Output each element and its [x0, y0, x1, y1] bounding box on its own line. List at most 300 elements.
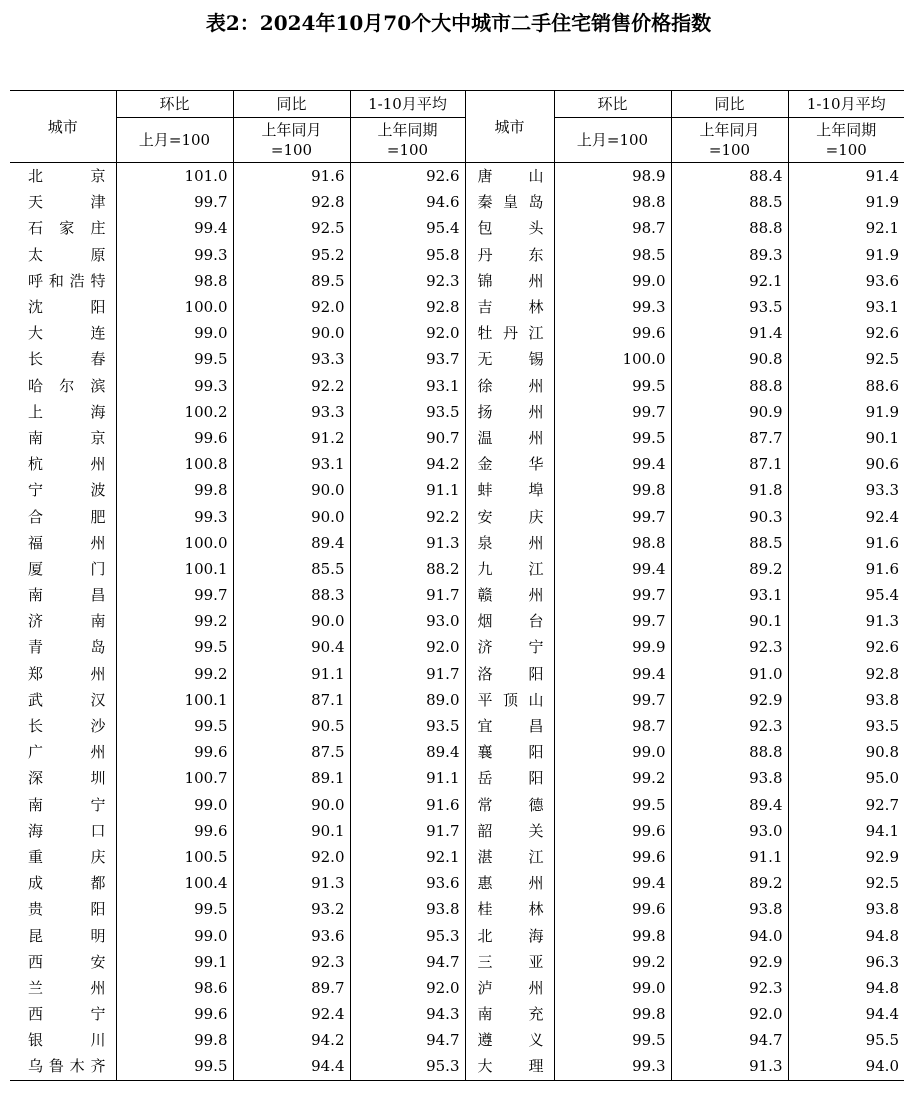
mom-base-left: 上月=100 — [116, 118, 233, 163]
city-cell: 安庆 — [465, 503, 554, 529]
avg-cell: 91.1 — [350, 765, 465, 791]
city-cell: 长沙 — [28, 717, 106, 736]
table-row — [10, 215, 904, 241]
city-cell: 郑州 — [28, 664, 106, 683]
city-cell: 上海 — [28, 402, 106, 421]
yoy-cell: 93.0 — [671, 818, 788, 844]
yoy-cell: 87.7 — [671, 425, 788, 451]
mom-base-right: 上月=100 — [554, 118, 671, 163]
table-row — [10, 242, 904, 268]
yoy-cell: 90.1 — [671, 608, 788, 634]
mom-cell: 99.0 — [116, 922, 233, 948]
yoy-cell: 92.2 — [233, 373, 350, 399]
city-cell: 徐州 — [465, 373, 554, 399]
mom-cell: 99.0 — [554, 739, 671, 765]
city-cell: 银川 — [28, 1031, 106, 1050]
table-row — [10, 163, 904, 190]
city-cell: 南充 — [465, 1001, 554, 1027]
yoy-cell: 90.9 — [671, 399, 788, 425]
yoy-cell: 92.9 — [671, 949, 788, 975]
table-row — [10, 661, 904, 687]
avg-cell: 92.1 — [788, 215, 904, 241]
city-cell: 厦门 — [28, 559, 106, 578]
yoy-cell: 91.2 — [233, 425, 350, 451]
city-cell: 兰州 — [28, 978, 106, 997]
yoy-cell: 93.1 — [233, 451, 350, 477]
city-cell: 遵义 — [465, 1027, 554, 1053]
city-cell: 温州 — [465, 425, 554, 451]
city-cell: 南昌 — [28, 586, 106, 605]
mom-cell: 99.7 — [116, 582, 233, 608]
mom-cell: 98.8 — [554, 530, 671, 556]
avg-cell: 90.8 — [788, 739, 904, 765]
yoy-cell: 89.4 — [233, 530, 350, 556]
yoy-cell: 90.8 — [671, 346, 788, 372]
yoy-cell: 92.5 — [233, 215, 350, 241]
avg-cell: 95.4 — [350, 215, 465, 241]
page-title: 表2：2024年10月70个大中城市二手住宅销售价格指数 — [205, 11, 712, 35]
city-cell: 韶关 — [465, 818, 554, 844]
city-cell: 湛江 — [465, 844, 554, 870]
yoy-cell: 88.8 — [671, 739, 788, 765]
city-cell: 襄阳 — [465, 739, 554, 765]
avg-cell: 91.7 — [350, 661, 465, 687]
yoy-cell: 94.2 — [233, 1027, 350, 1053]
table-row — [10, 503, 904, 529]
yoy-header-right: 同比 — [671, 91, 788, 118]
avg-base-line2: =100 — [825, 141, 867, 159]
yoy-cell: 93.6 — [233, 922, 350, 948]
yoy-cell: 90.1 — [233, 818, 350, 844]
city-cell: 哈尔滨 — [28, 376, 106, 395]
yoy-base-right — [671, 118, 788, 163]
avg-cell: 93.6 — [350, 870, 465, 896]
avg-cell: 90.1 — [788, 425, 904, 451]
city-cell: 广州 — [28, 743, 106, 762]
mom-cell: 99.9 — [554, 634, 671, 660]
mom-cell: 98.8 — [116, 268, 233, 294]
mom-cell: 99.7 — [554, 582, 671, 608]
avg-base-right — [788, 118, 904, 163]
mom-cell: 99.3 — [554, 1053, 671, 1080]
city-cell: 泸州 — [465, 975, 554, 1001]
table-row — [10, 582, 904, 608]
avg-cell: 88.6 — [788, 373, 904, 399]
city-cell: 岳阳 — [465, 765, 554, 791]
yoy-cell: 87.5 — [233, 739, 350, 765]
city-cell: 贵阳 — [28, 900, 106, 919]
yoy-base-line1: 上年同月 — [261, 121, 322, 139]
table-row — [10, 818, 904, 844]
yoy-cell: 89.2 — [671, 870, 788, 896]
table-row — [10, 634, 904, 660]
yoy-base-line1: 上年同月 — [699, 121, 760, 139]
city-cell: 宁波 — [28, 481, 106, 500]
city-cell: 蚌埠 — [465, 477, 554, 503]
yoy-cell: 88.5 — [671, 530, 788, 556]
avg-cell: 94.3 — [350, 1001, 465, 1027]
table-row — [10, 713, 904, 739]
mom-cell: 99.5 — [554, 373, 671, 399]
city-cell: 呼和浩特 — [28, 271, 106, 290]
mom-cell: 98.5 — [554, 242, 671, 268]
city-cell: 无锡 — [465, 346, 554, 372]
yoy-cell: 87.1 — [233, 687, 350, 713]
table-row — [10, 399, 904, 425]
mom-cell: 99.6 — [116, 818, 233, 844]
city-cell: 烟台 — [465, 608, 554, 634]
city-cell: 西宁 — [28, 1005, 106, 1024]
city-cell: 武汉 — [28, 690, 106, 709]
city-cell: 包头 — [465, 215, 554, 241]
mom-cell: 100.2 — [116, 399, 233, 425]
avg-cell: 88.2 — [350, 556, 465, 582]
yoy-cell: 91.8 — [671, 477, 788, 503]
yoy-cell: 91.1 — [233, 661, 350, 687]
avg-cell: 92.4 — [788, 503, 904, 529]
city-cell: 青岛 — [28, 638, 106, 657]
yoy-cell: 95.2 — [233, 242, 350, 268]
yoy-cell: 89.3 — [671, 242, 788, 268]
yoy-cell: 91.3 — [671, 1053, 788, 1080]
mom-cell: 99.5 — [116, 1053, 233, 1080]
city-cell: 成都 — [28, 874, 106, 893]
mom-cell: 98.6 — [116, 975, 233, 1001]
avg-base-line2: =100 — [386, 141, 429, 159]
table-row — [10, 425, 904, 451]
table-row — [10, 765, 904, 791]
avg-header-right: 1-10月平均 — [788, 91, 904, 118]
city-cell: 大理 — [465, 1053, 554, 1080]
mom-cell: 99.0 — [116, 320, 233, 346]
city-cell: 泉州 — [465, 530, 554, 556]
yoy-cell: 88.8 — [671, 373, 788, 399]
yoy-cell: 91.1 — [671, 844, 788, 870]
avg-cell: 90.7 — [350, 425, 465, 451]
yoy-cell: 94.4 — [233, 1053, 350, 1080]
table-body — [10, 163, 904, 1081]
table-row — [10, 477, 904, 503]
mom-cell: 99.2 — [116, 608, 233, 634]
table-row — [10, 1001, 904, 1027]
table-row — [10, 373, 904, 399]
yoy-cell: 88.4 — [671, 163, 788, 190]
yoy-cell: 92.0 — [233, 844, 350, 870]
yoy-base-left — [233, 118, 350, 163]
city-cell: 深圳 — [28, 769, 106, 788]
table-header — [10, 91, 904, 163]
yoy-cell: 92.9 — [671, 687, 788, 713]
yoy-cell: 89.5 — [233, 268, 350, 294]
mom-cell: 99.0 — [554, 975, 671, 1001]
mom-cell: 99.7 — [554, 687, 671, 713]
avg-base-line1: 上年同期 — [816, 121, 877, 139]
mom-cell: 99.6 — [554, 320, 671, 346]
city-cell: 三亚 — [465, 949, 554, 975]
mom-cell: 99.7 — [554, 608, 671, 634]
city-cell: 福州 — [28, 533, 106, 552]
mom-cell: 99.5 — [116, 346, 233, 372]
avg-cell: 91.9 — [788, 399, 904, 425]
mom-cell: 100.5 — [116, 844, 233, 870]
avg-cell: 95.3 — [350, 922, 465, 948]
mom-cell: 99.3 — [116, 503, 233, 529]
avg-cell: 94.7 — [350, 1027, 465, 1053]
table-row — [10, 294, 904, 320]
avg-cell: 92.0 — [350, 634, 465, 660]
city-cell: 沈阳 — [28, 298, 106, 317]
avg-cell: 95.5 — [788, 1027, 904, 1053]
yoy-cell: 88.5 — [671, 189, 788, 215]
city-cell: 太原 — [28, 245, 106, 264]
avg-cell: 92.9 — [788, 844, 904, 870]
mom-cell: 99.1 — [116, 949, 233, 975]
avg-cell: 95.4 — [788, 582, 904, 608]
avg-cell: 92.2 — [350, 503, 465, 529]
mom-cell: 100.0 — [554, 346, 671, 372]
mom-cell: 99.2 — [554, 949, 671, 975]
city-cell: 杭州 — [28, 455, 106, 474]
avg-cell: 92.0 — [350, 975, 465, 1001]
city-cell: 赣州 — [465, 582, 554, 608]
avg-cell: 92.7 — [788, 792, 904, 818]
yoy-base-line2: =100 — [708, 141, 751, 159]
yoy-cell: 90.3 — [671, 503, 788, 529]
table-row — [10, 346, 904, 372]
avg-base-line1: 上年同期 — [377, 121, 438, 139]
mom-cell: 99.4 — [116, 215, 233, 241]
mom-cell: 101.0 — [116, 163, 233, 190]
city-cell: 丹东 — [465, 242, 554, 268]
yoy-cell: 93.1 — [671, 582, 788, 608]
avg-cell: 92.6 — [788, 320, 904, 346]
mom-cell: 99.8 — [116, 477, 233, 503]
yoy-cell: 90.0 — [233, 608, 350, 634]
yoy-cell: 92.0 — [233, 294, 350, 320]
city-cell: 大连 — [28, 324, 106, 343]
yoy-cell: 92.3 — [671, 975, 788, 1001]
avg-cell: 94.6 — [350, 189, 465, 215]
avg-cell: 92.3 — [350, 268, 465, 294]
mom-cell: 100.4 — [116, 870, 233, 896]
yoy-cell: 91.4 — [671, 320, 788, 346]
city-cell: 洛阳 — [465, 661, 554, 687]
mom-cell: 98.7 — [554, 713, 671, 739]
yoy-cell: 90.4 — [233, 634, 350, 660]
avg-cell: 94.0 — [788, 1053, 904, 1080]
city-cell: 昆明 — [28, 926, 106, 945]
mom-cell: 99.3 — [116, 373, 233, 399]
avg-cell: 91.3 — [350, 530, 465, 556]
table-row — [10, 792, 904, 818]
mom-cell: 99.4 — [554, 451, 671, 477]
avg-cell: 93.1 — [350, 373, 465, 399]
yoy-cell: 90.0 — [233, 320, 350, 346]
mom-cell: 99.7 — [554, 503, 671, 529]
mom-cell: 98.9 — [554, 163, 671, 190]
yoy-cell: 90.0 — [233, 792, 350, 818]
mom-header-left: 环比 — [116, 91, 233, 118]
avg-cell: 94.7 — [350, 949, 465, 975]
yoy-cell: 92.1 — [671, 268, 788, 294]
yoy-cell: 93.5 — [671, 294, 788, 320]
yoy-cell: 90.0 — [233, 503, 350, 529]
yoy-cell: 90.5 — [233, 713, 350, 739]
table-row — [10, 870, 904, 896]
mom-cell: 99.6 — [554, 896, 671, 922]
city-cell: 长春 — [28, 350, 106, 369]
avg-cell: 93.0 — [350, 608, 465, 634]
city-cell: 吉林 — [465, 294, 554, 320]
avg-cell: 93.3 — [788, 477, 904, 503]
avg-cell: 92.0 — [350, 320, 465, 346]
city-cell: 九江 — [465, 556, 554, 582]
city-cell: 石家庄 — [28, 219, 106, 238]
yoy-cell: 93.3 — [233, 399, 350, 425]
table-row — [10, 530, 904, 556]
avg-cell: 94.8 — [788, 922, 904, 948]
avg-cell: 91.7 — [350, 818, 465, 844]
mom-cell: 99.6 — [554, 844, 671, 870]
mom-cell: 99.0 — [554, 268, 671, 294]
yoy-cell: 91.3 — [233, 870, 350, 896]
city-cell: 乌鲁木齐 — [10, 1053, 116, 1080]
mom-cell: 99.5 — [554, 792, 671, 818]
city-cell: 唐山 — [465, 163, 554, 190]
mom-cell: 99.2 — [554, 765, 671, 791]
city-header-left: 城市 — [10, 91, 116, 163]
avg-cell: 93.5 — [788, 713, 904, 739]
avg-cell: 91.4 — [788, 163, 904, 190]
avg-cell: 92.6 — [350, 163, 465, 190]
mom-cell: 99.4 — [554, 661, 671, 687]
avg-cell: 92.8 — [788, 661, 904, 687]
city-cell: 南宁 — [28, 795, 106, 814]
mom-cell: 99.8 — [554, 922, 671, 948]
table-row — [10, 608, 904, 634]
avg-cell: 96.3 — [788, 949, 904, 975]
table-row — [10, 320, 904, 346]
avg-cell: 95.8 — [350, 242, 465, 268]
table-row — [10, 1027, 904, 1053]
city-cell: 惠州 — [465, 870, 554, 896]
avg-cell: 91.9 — [788, 242, 904, 268]
avg-cell: 91.6 — [788, 556, 904, 582]
yoy-cell: 88.3 — [233, 582, 350, 608]
mom-cell: 99.5 — [116, 896, 233, 922]
city-cell: 宜昌 — [465, 713, 554, 739]
mom-cell: 99.8 — [554, 477, 671, 503]
table-row — [10, 844, 904, 870]
table-row — [10, 451, 904, 477]
table-row — [10, 556, 904, 582]
mom-header-right: 环比 — [554, 91, 671, 118]
city-cell: 济南 — [28, 612, 106, 631]
avg-cell: 89.0 — [350, 687, 465, 713]
avg-cell: 92.8 — [350, 294, 465, 320]
mom-cell: 99.5 — [554, 1027, 671, 1053]
table-row — [10, 189, 904, 215]
city-cell: 西安 — [28, 952, 106, 971]
mom-cell: 100.1 — [116, 687, 233, 713]
mom-cell: 99.4 — [554, 870, 671, 896]
avg-cell: 93.1 — [788, 294, 904, 320]
city-cell: 南京 — [28, 428, 106, 447]
mom-cell: 99.8 — [116, 1027, 233, 1053]
yoy-cell: 93.2 — [233, 896, 350, 922]
avg-cell: 94.8 — [788, 975, 904, 1001]
city-cell: 锦州 — [465, 268, 554, 294]
yoy-cell: 91.0 — [671, 661, 788, 687]
yoy-cell: 93.8 — [671, 765, 788, 791]
avg-cell: 91.9 — [788, 189, 904, 215]
yoy-cell: 89.4 — [671, 792, 788, 818]
yoy-cell: 94.0 — [671, 922, 788, 948]
city-cell: 平顶山 — [465, 687, 554, 713]
yoy-cell: 92.3 — [671, 713, 788, 739]
avg-cell: 91.3 — [788, 608, 904, 634]
city-cell: 北海 — [465, 922, 554, 948]
yoy-cell: 92.3 — [233, 949, 350, 975]
table-row — [10, 975, 904, 1001]
table-row — [10, 896, 904, 922]
mom-cell: 99.3 — [116, 242, 233, 268]
mom-cell: 100.7 — [116, 765, 233, 791]
avg-cell: 93.5 — [350, 713, 465, 739]
avg-cell: 95.0 — [788, 765, 904, 791]
city-cell: 秦皇岛 — [465, 189, 554, 215]
avg-cell: 93.8 — [788, 896, 904, 922]
yoy-base-line2: =100 — [270, 141, 313, 159]
mom-cell: 99.5 — [116, 713, 233, 739]
mom-cell: 99.6 — [116, 739, 233, 765]
yoy-cell: 93.3 — [233, 346, 350, 372]
avg-cell: 91.6 — [350, 792, 465, 818]
mom-cell: 99.8 — [554, 1001, 671, 1027]
table-row — [10, 739, 904, 765]
price-index-table — [10, 90, 904, 1081]
avg-cell: 92.5 — [788, 346, 904, 372]
city-cell: 济宁 — [465, 634, 554, 660]
avg-cell: 91.7 — [350, 582, 465, 608]
mom-cell: 99.6 — [116, 1001, 233, 1027]
yoy-cell: 89.7 — [233, 975, 350, 1001]
mom-cell: 99.6 — [116, 425, 233, 451]
mom-cell: 100.0 — [116, 294, 233, 320]
avg-cell: 90.6 — [788, 451, 904, 477]
yoy-cell: 93.8 — [671, 896, 788, 922]
mom-cell: 100.0 — [116, 530, 233, 556]
mom-cell: 99.7 — [554, 399, 671, 425]
city-cell: 常德 — [465, 792, 554, 818]
yoy-cell: 89.1 — [233, 765, 350, 791]
city-cell: 牡丹江 — [465, 320, 554, 346]
avg-cell: 93.8 — [350, 896, 465, 922]
avg-base-left — [350, 118, 465, 163]
table-row — [10, 268, 904, 294]
avg-cell: 93.6 — [788, 268, 904, 294]
mom-cell: 99.7 — [116, 189, 233, 215]
avg-cell: 94.1 — [788, 818, 904, 844]
avg-cell: 93.5 — [350, 399, 465, 425]
yoy-cell: 91.6 — [233, 163, 350, 190]
table-row — [10, 949, 904, 975]
city-cell: 海口 — [28, 821, 106, 840]
city-cell: 天津 — [28, 193, 106, 212]
avg-cell: 93.7 — [350, 346, 465, 372]
yoy-cell: 90.0 — [233, 477, 350, 503]
mom-cell: 99.6 — [554, 818, 671, 844]
